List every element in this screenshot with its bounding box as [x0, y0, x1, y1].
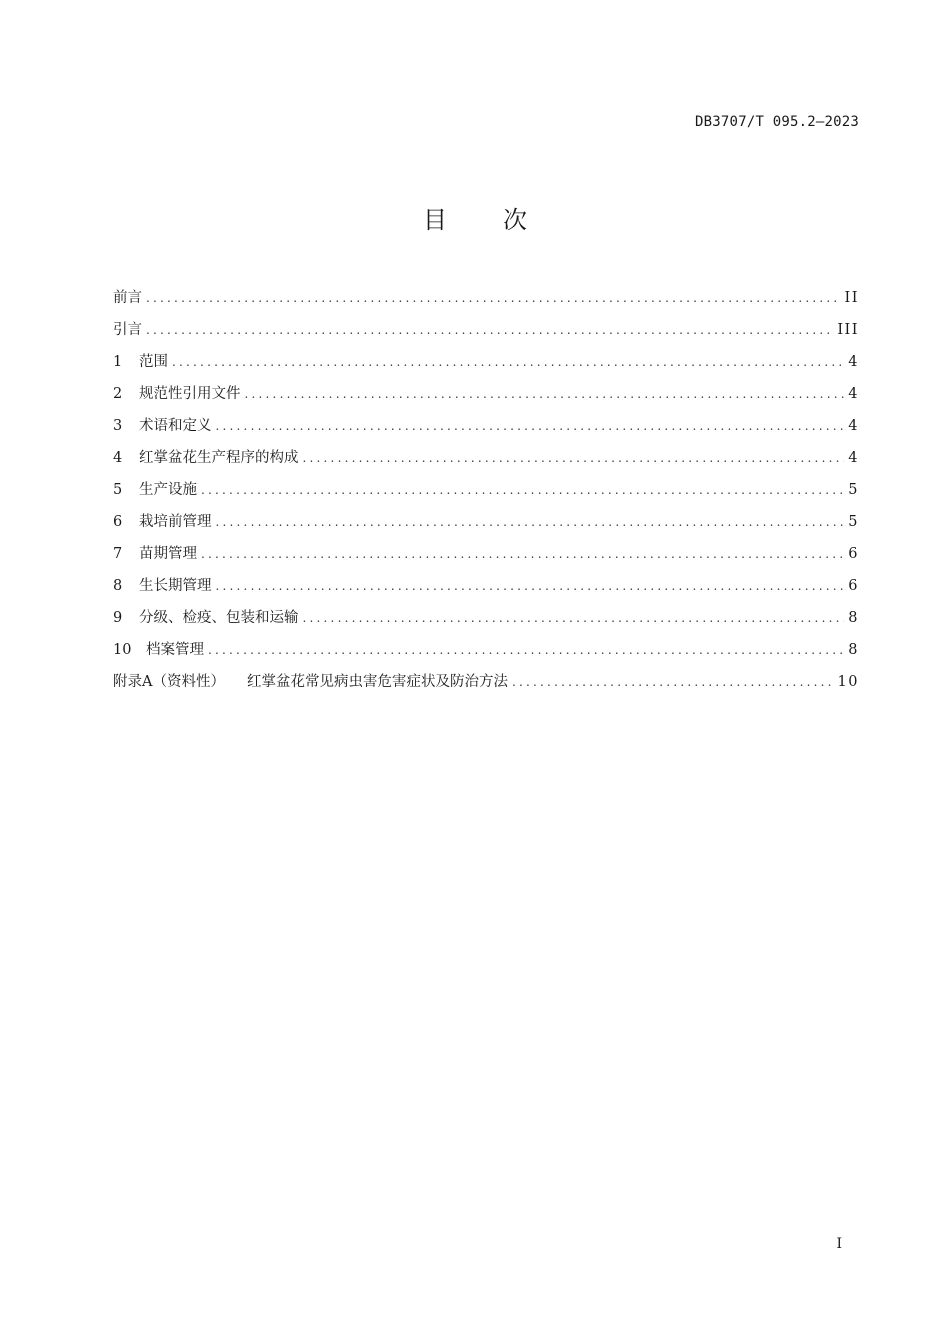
toc-item-number: 8: [113, 578, 123, 594]
toc-item-page: 6: [848, 546, 859, 562]
toc-leader-dots: [146, 319, 833, 341]
page-number: I: [836, 1236, 842, 1252]
document-number: DB3707/T 095.2—2023: [695, 114, 859, 130]
toc-item-page: 6: [848, 578, 859, 594]
toc-item-label: 分级、检疫、包装和运输: [139, 610, 299, 626]
toc-item-page: II: [844, 290, 859, 306]
toc-item-page: 10: [837, 674, 859, 690]
toc-appendix-tag: 附录A（资料性）: [113, 674, 225, 690]
toc-item-number: 10: [113, 642, 132, 658]
toc-item-scope[interactable]: [113, 351, 859, 383]
toc-list: [113, 287, 859, 703]
toc-item-normative-references[interactable]: [113, 383, 859, 415]
toc-leader-dots: [208, 639, 844, 661]
toc-leader-dots: [201, 543, 844, 565]
toc-leader-dots: [216, 511, 845, 533]
toc-item-number: 7: [113, 546, 123, 562]
toc-item-label: 术语和定义: [139, 418, 212, 434]
toc-item-label: 苗期管理: [139, 546, 197, 562]
toc-item-pre-cultivation[interactable]: [113, 511, 859, 543]
toc-item-label: 红掌盆花生产程序的构成: [139, 450, 299, 466]
toc-item-records-management[interactable]: [113, 639, 859, 671]
toc-item-label: 红掌盆花常见病虫害危害症状及防治方法: [246, 674, 508, 690]
toc-item-page: 5: [848, 514, 859, 530]
toc-item-foreword[interactable]: [113, 287, 859, 319]
toc-item-page: 8: [848, 610, 859, 626]
toc-item-production-facilities[interactable]: [113, 479, 859, 511]
toc-item-number: 9: [113, 610, 123, 626]
toc-item-page: 4: [848, 386, 859, 402]
toc-leader-dots: [201, 479, 844, 501]
toc-item-label: 引言: [113, 322, 142, 338]
toc-leader-dots: [216, 575, 845, 597]
toc-item-production-procedure[interactable]: [113, 447, 859, 479]
toc-item-label: 生产设施: [139, 482, 197, 498]
toc-leader-dots: [216, 415, 845, 437]
toc-leader-dots: [303, 607, 845, 629]
toc-item-label: 范围: [139, 354, 168, 370]
toc-item-label: 前言: [113, 290, 142, 306]
toc-leader-dots: [172, 351, 844, 373]
toc-leader-dots: [245, 383, 845, 405]
toc-item-number: 5: [113, 482, 123, 498]
toc-item-page: 8: [848, 642, 859, 658]
toc-item-label: 规范性引用文件: [139, 386, 241, 402]
toc-item-page: 5: [848, 482, 859, 498]
toc-item-appendix-a[interactable]: [113, 671, 859, 703]
toc-item-label: 栽培前管理: [139, 514, 212, 530]
toc-item-label: 生长期管理: [139, 578, 212, 594]
toc-item-number: 3: [113, 418, 123, 434]
toc-leader-dots: [146, 287, 841, 309]
toc-item-number: 1: [113, 354, 123, 370]
toc-leader-dots: [303, 447, 845, 469]
toc-item-page: 4: [848, 354, 859, 370]
toc-item-number: 6: [113, 514, 123, 530]
toc-item-growth-management[interactable]: [113, 575, 859, 607]
toc-item-terms-definitions[interactable]: [113, 415, 859, 447]
toc-item-number: 2: [113, 386, 123, 402]
toc-leader-dots: [512, 671, 834, 693]
toc-item-label: 档案管理: [146, 642, 204, 658]
toc-item-seedling-management[interactable]: [113, 543, 859, 575]
toc-item-grading-transport[interactable]: [113, 607, 859, 639]
toc-item-introduction[interactable]: [113, 319, 859, 351]
toc-item-number: 4: [113, 450, 123, 466]
toc-title: 目次: [423, 206, 583, 234]
toc-item-page: 4: [848, 450, 859, 466]
toc-item-page: 4: [848, 418, 859, 434]
toc-item-page: III: [837, 322, 859, 338]
